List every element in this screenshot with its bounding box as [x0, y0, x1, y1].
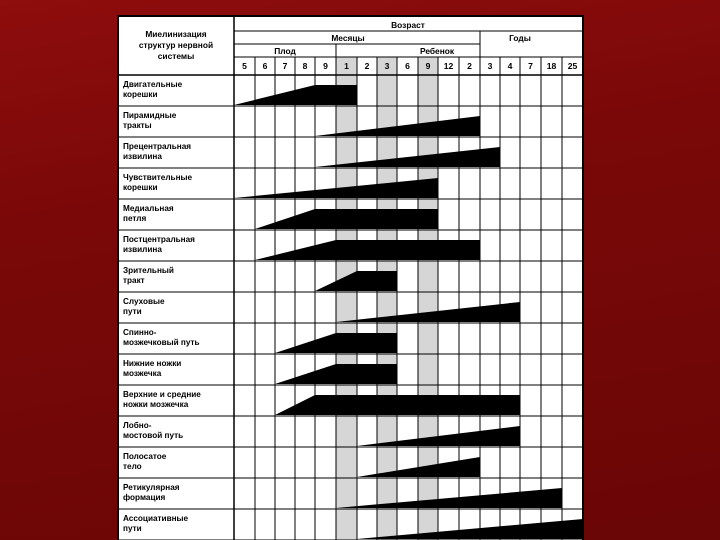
row-label: Ассоциативные — [123, 514, 189, 523]
column-label-5: 5 — [242, 61, 247, 71]
header-years: Годы — [509, 33, 531, 43]
row-label: Медиальная — [123, 204, 174, 213]
column-label-2: 2 — [467, 61, 472, 71]
row-label: Пирамидные — [123, 111, 177, 120]
header-months: Месяцы — [331, 33, 365, 43]
row-label: Нижние ножки — [123, 359, 182, 368]
row-label: корешки — [123, 183, 158, 192]
row-label: Прецентральная — [123, 142, 192, 151]
row-label: Чувствительные — [123, 173, 193, 182]
row-label: формация — [123, 493, 166, 502]
column-label-25: 25 — [567, 61, 578, 71]
column-label-1: 1 — [344, 61, 349, 71]
row-label: извилина — [123, 245, 162, 254]
header-child: Ребенок — [419, 46, 455, 56]
row-label: Верхние и средние — [123, 390, 201, 399]
row-label: мозжечка — [123, 369, 162, 378]
row-label: тело — [123, 462, 142, 471]
column-label-8: 8 — [302, 61, 308, 71]
header-age: Возраст — [391, 20, 425, 30]
column-label-6: 6 — [262, 61, 268, 71]
row-label: Постцентральная — [123, 235, 195, 244]
column-label-9: 9 — [323, 61, 328, 71]
header-title-line-3: системы — [157, 51, 195, 61]
row-label: петля — [123, 214, 147, 223]
row-label: мозжечковый путь — [123, 338, 200, 347]
column-label-12: 12 — [443, 61, 454, 71]
row-label: ножки мозжечка — [123, 400, 189, 409]
shaded-column — [336, 57, 357, 540]
row-label: Зрительный — [123, 266, 174, 275]
column-label-6: 6 — [405, 61, 410, 71]
column-label-2: 2 — [364, 61, 370, 71]
row-label: Лобно- — [123, 421, 152, 430]
header-title-line-2: структур нервной — [138, 40, 214, 50]
row-label: Ретикулярная — [123, 483, 180, 492]
header-title-line-1: Миелинизация — [145, 29, 207, 39]
row-label: мостовой путь — [123, 431, 184, 440]
column-label-3: 3 — [487, 61, 493, 71]
column-label-7: 7 — [282, 61, 288, 71]
row-label: Спинно- — [123, 328, 157, 337]
column-label-9: 9 — [425, 61, 431, 71]
row-label: Полосатое — [123, 452, 167, 461]
row-label: пути — [123, 524, 142, 533]
row-label: пути — [123, 307, 142, 316]
row-label: тракты — [123, 121, 152, 130]
row-label: тракт — [123, 276, 145, 285]
column-label-7: 7 — [528, 61, 533, 71]
row-label: корешки — [123, 90, 158, 99]
header-fetus: Плод — [274, 46, 296, 56]
row-label: Слуховые — [123, 297, 165, 306]
row-label: Двигательные — [123, 80, 183, 89]
row-label: извилина — [123, 152, 162, 161]
column-label-3: 3 — [384, 61, 390, 71]
column-label-18: 18 — [546, 61, 557, 71]
column-label-4: 4 — [507, 61, 513, 71]
